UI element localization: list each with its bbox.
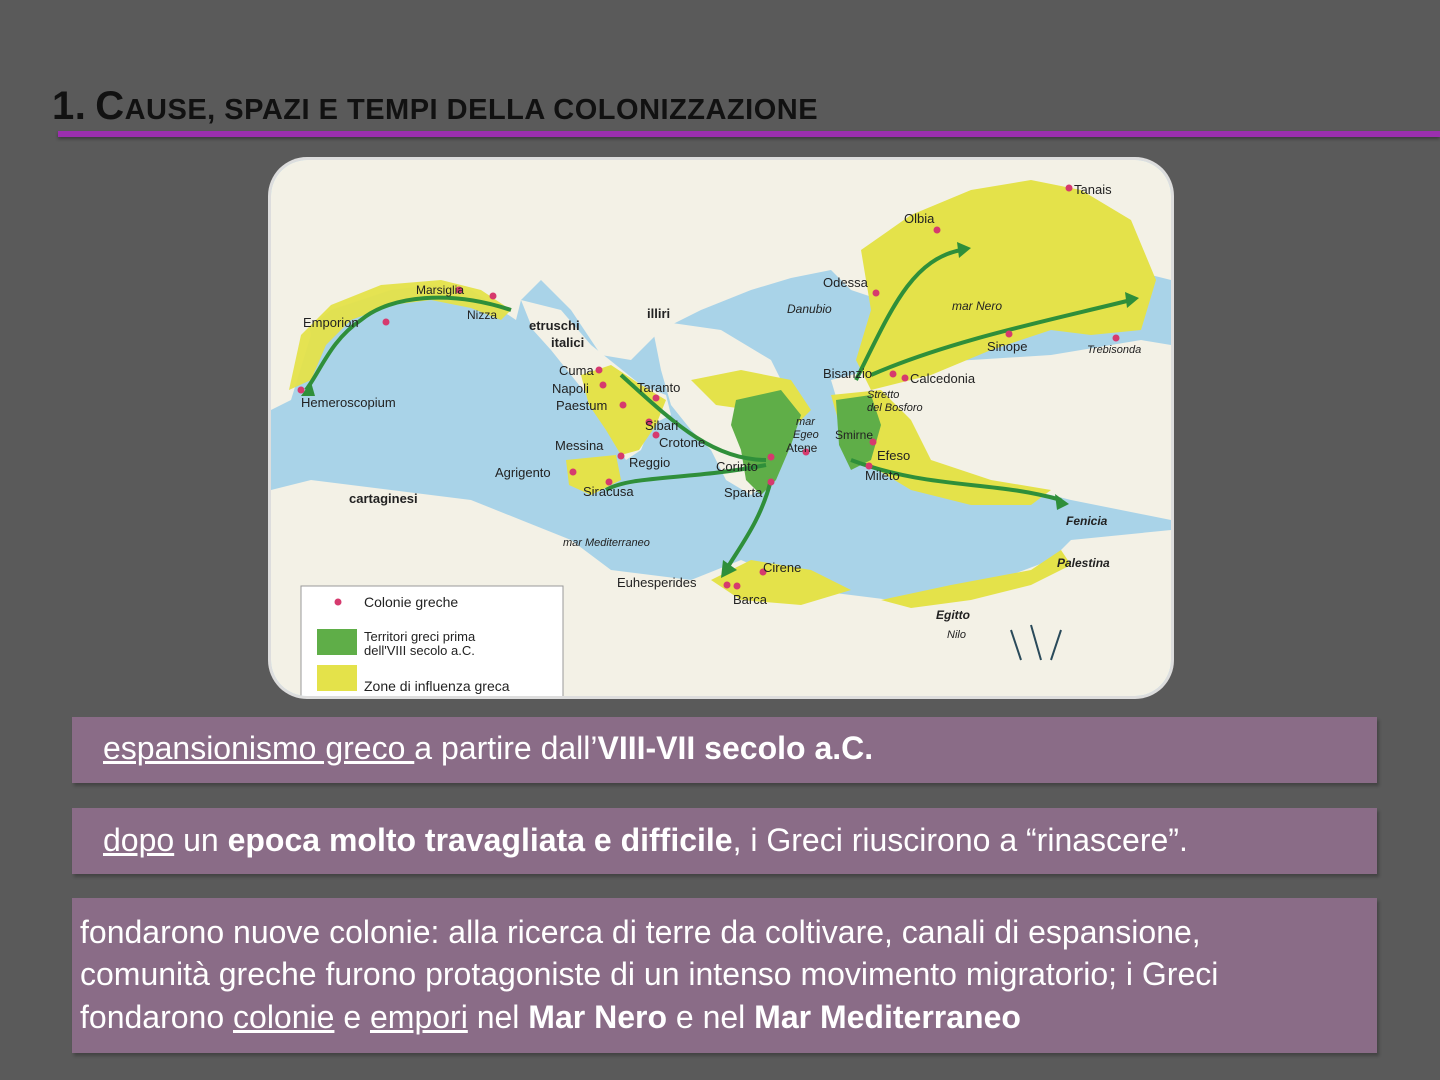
legend-swatch-zone xyxy=(317,665,357,691)
colonization-map xyxy=(271,160,1171,696)
colony-dot-odessa xyxy=(873,290,880,297)
label-emporion: Emporion xyxy=(303,315,359,330)
legend-zone: Zone di influenza greca xyxy=(364,678,510,694)
text-box-dopo xyxy=(72,808,1377,874)
label-paestum: Paestum xyxy=(556,398,608,413)
label-fenicia: Fenicia xyxy=(1066,514,1108,528)
colony-dot-reggio xyxy=(618,453,625,460)
label-mar-nero: mar Nero xyxy=(952,299,1003,313)
colony-dot-euhesperides xyxy=(724,582,731,589)
label-barca: Barca xyxy=(733,592,767,607)
label-hemeroscopium: Hemeroscopium xyxy=(301,395,396,410)
label-mar-egeo-2: Egeo xyxy=(793,429,819,441)
box2-line xyxy=(103,822,1188,859)
label-etruschi: etruschi xyxy=(529,318,580,333)
box3-mar-mediterraneo: Mar Mediterraneo xyxy=(754,999,1021,1035)
label-nizza: Nizza xyxy=(467,308,498,322)
label-efeso: Efeso xyxy=(877,448,911,463)
label-marsiglia: Marsiglia xyxy=(416,283,465,297)
colony-dot-taranto xyxy=(653,395,660,402)
box1-line xyxy=(103,730,873,767)
colony-dot-paestum xyxy=(620,402,627,409)
colony-dot-emporion xyxy=(383,319,390,326)
colony-dot-trebisonda xyxy=(1113,335,1120,342)
label-bisanzio: Bisanzio xyxy=(823,366,873,381)
label-nilo: Nilo xyxy=(947,629,966,641)
label-calcedonia: Calcedonia xyxy=(910,371,976,386)
label-egitto: Egitto xyxy=(936,608,970,622)
colony-dot-hemeroscopium xyxy=(298,387,305,394)
label-mileto: Mileto xyxy=(865,468,900,483)
colony-dot-bisanzio xyxy=(890,371,897,378)
label-atene: Atene xyxy=(786,441,818,455)
label-sibari: Sibari xyxy=(645,418,679,433)
box3-line-1: fondarono nuove colonie: alla ricerca di terre da coltivare, canali di espansione, xyxy=(80,914,1201,950)
colony-dot-tanais xyxy=(1066,185,1073,192)
page-title xyxy=(52,84,818,129)
legend-dot-colonie xyxy=(335,599,342,606)
colony-dot-sinope xyxy=(1006,331,1013,338)
title-number: 1. xyxy=(52,84,87,128)
box3-line-2: comunità greche furono protagoniste di un intenso movimento migratorio; i Greci xyxy=(80,956,1219,992)
label-euhesperides: Euhesperides xyxy=(617,575,697,590)
label-siracusa: Siracusa xyxy=(583,484,634,499)
legend-colonie: Colonie greche xyxy=(364,594,459,610)
title-underline xyxy=(58,131,1440,137)
label-danubio: Danubio xyxy=(787,302,832,316)
label-mar-mediterraneo: mar Mediterraneo xyxy=(563,537,650,549)
label-napoli: Napoli xyxy=(552,381,589,396)
map-svg xyxy=(271,160,1171,696)
label-trebisonda: Trebisonda xyxy=(1087,344,1142,356)
label-agrigento: Agrigento xyxy=(495,465,551,480)
label-stretto: Stretto xyxy=(867,389,900,401)
label-sparta: Sparta xyxy=(724,485,763,500)
colony-dot-nizza xyxy=(490,293,497,300)
label-taranto: Taranto xyxy=(637,380,681,395)
label-reggio: Reggio xyxy=(629,455,671,470)
label-italici: italici xyxy=(551,335,585,350)
box1-underlined: espansionismo greco xyxy=(103,730,415,766)
label-cirene: Cirene xyxy=(763,560,802,575)
label-corinto: Corinto xyxy=(716,459,758,474)
text-box-colonie xyxy=(72,898,1377,1053)
colony-dot-sparta xyxy=(768,479,775,486)
map-legend xyxy=(301,586,563,696)
colony-dot-corinto xyxy=(768,454,775,461)
box3-text-enel: e nel xyxy=(667,999,755,1035)
legend-territori-2: dell'VIII secolo a.C. xyxy=(364,643,475,658)
label-odessa: Odessa xyxy=(823,275,868,290)
label-illiri: illiri xyxy=(647,306,671,321)
label-cuma: Cuma xyxy=(559,363,594,378)
box3-colonie: colonie xyxy=(233,999,335,1035)
label-cartaginesi: cartaginesi xyxy=(349,491,418,506)
label-bosforo: del Bosforo xyxy=(867,402,923,414)
colony-dot-cuma xyxy=(596,367,603,374)
box3-text-e: e xyxy=(334,999,370,1035)
legend-territori-1: Territori greci prima xyxy=(364,629,476,644)
title-initial: C xyxy=(95,84,125,128)
box2-text-1: un xyxy=(174,822,228,858)
colony-dot-barca xyxy=(734,583,741,590)
colony-dot-calcedonia xyxy=(902,375,909,382)
title-text: AUSE, SPAZI E TEMPI DELLA COLONIZZAZIONE xyxy=(124,94,819,126)
label-messina: Messina xyxy=(555,438,604,453)
box1-bold: VIII-VII secolo a.C. xyxy=(597,730,874,766)
box1-text: a partire dall’ xyxy=(414,730,598,766)
label-smirne: Smirne xyxy=(835,428,874,442)
box2-bold: epoca molto travagliata e difficile xyxy=(227,822,733,858)
box3-empori: empori xyxy=(370,999,468,1035)
colony-dot-napoli xyxy=(600,382,607,389)
label-crotone: Crotone xyxy=(659,435,706,450)
text-box-espansionismo xyxy=(72,717,1377,783)
box3-text-a: fondarono xyxy=(80,999,234,1035)
box3-line-3 xyxy=(80,999,1021,1036)
legend-swatch-territori xyxy=(317,629,357,655)
box2-text-2: , i Greci riuscirono a “rinascere”. xyxy=(732,822,1188,858)
colony-dot-olbia xyxy=(934,227,941,234)
colony-dot-agrigento xyxy=(570,469,577,476)
box3-mar-nero: Mar Nero xyxy=(528,999,667,1035)
box2-underlined: dopo xyxy=(103,822,175,858)
label-palestina: Palestina xyxy=(1057,556,1110,570)
label-tanais: Tanais xyxy=(1074,182,1112,197)
box3-text-nel: nel xyxy=(467,999,529,1035)
label-mar-egeo-1: mar xyxy=(796,416,815,428)
label-olbia: Olbia xyxy=(904,211,935,226)
label-sinope: Sinope xyxy=(987,339,1028,354)
